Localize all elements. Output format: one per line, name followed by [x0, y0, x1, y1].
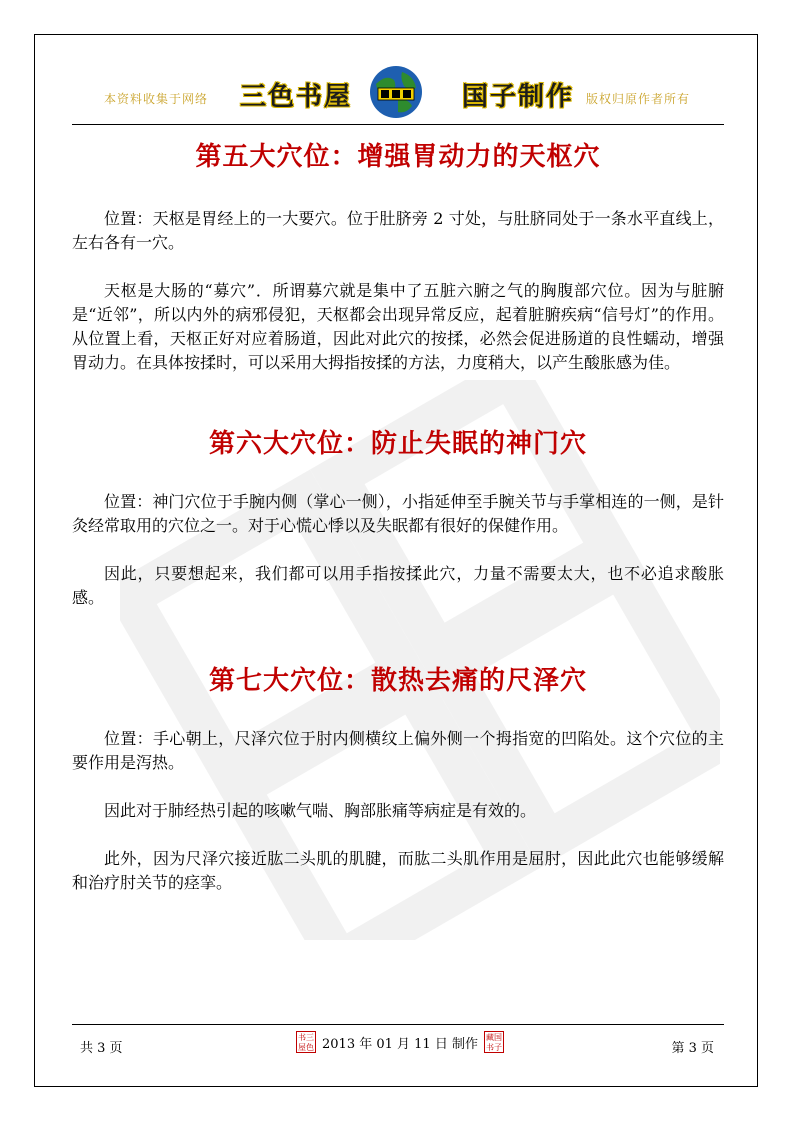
paragraph: 位置：手心朝上，尺泽穴位于肘内侧横纹上偏外侧一个拇指宽的凹陷处。这个穴位的主要作用是泻热。 — [72, 729, 724, 772]
globe-logo-icon — [368, 64, 424, 120]
page-header — [72, 62, 724, 125]
paragraph: 此外，因为尺泽穴接近肱二头肌的肌腱，而肱二头肌作用是屈肘，因此此穴也能够缓解和治疗肘关节的痉挛。 — [72, 849, 724, 892]
page-footer — [72, 1024, 724, 1061]
section-title: 第五大穴位：增强胃动力的天枢穴 — [195, 142, 601, 172]
footer-date: 2013 年 01 月 11 日 制作 — [322, 1036, 478, 1052]
header-left-text: 本资料收集于网络 — [104, 92, 209, 106]
paragraph: 因此对于肺经热引起的咳嗽气喘、胸部胀痛等病症是有效的。 — [104, 801, 537, 820]
header-brand: 三色书屋 — [240, 82, 353, 112]
footer-date-block — [296, 1031, 504, 1053]
paragraph: 位置：神门穴位于手腕内侧（掌心一侧），小指延伸至手腕关节与手掌相连的一侧，是针灸经常取用的穴位之一。对于心慌心悸以及失眠都有很好的保健作用。 — [72, 492, 724, 535]
section-title: 第七大穴位：散热去痛的尺泽穴 — [208, 666, 587, 696]
paragraph: 位置：天枢是胃经上的一大要穴。位于肚脐旁 2 寸处，与肚脐同处于一条水平直线上，左右各有一穴。 — [72, 209, 724, 252]
seal-left: 书三屋色 — [298, 1033, 314, 1052]
seal-right: 藏国书子 — [485, 1033, 502, 1052]
section-title: 第六大穴位：防止失眠的神门穴 — [208, 429, 587, 459]
header-maker: 国子制作 — [462, 82, 575, 112]
paragraph: 天枢是大肠的“募穴”．所谓募穴就是集中了五脏六腑之气的胸腹部穴位。因为与脏腑是“近邻”，所以内外的病邪侵犯，天枢都会出现异常反应，起着脏腑疾病“信号灯”的作用。从位置上看，天枢正好对应着肠道，因此对此穴的按揉，必然会促进肠道的良性蠕动，增强胃动力。在具体按揉时，可以采用大拇指按揉的方法，力度稍大，以产生酸胀感为佳。 — [72, 281, 724, 372]
main-content — [72, 124, 724, 895]
page-number: 第 3 页 — [671, 1041, 714, 1056]
total-pages: 共 3 页 — [80, 1041, 123, 1056]
header-right-text: 版权归原作者所有 — [585, 92, 690, 106]
paragraph: 因此，只要想起来，我们都可以用手指按揉此穴，力量不需要太大，也不必追求酸胀感。 — [72, 564, 724, 607]
